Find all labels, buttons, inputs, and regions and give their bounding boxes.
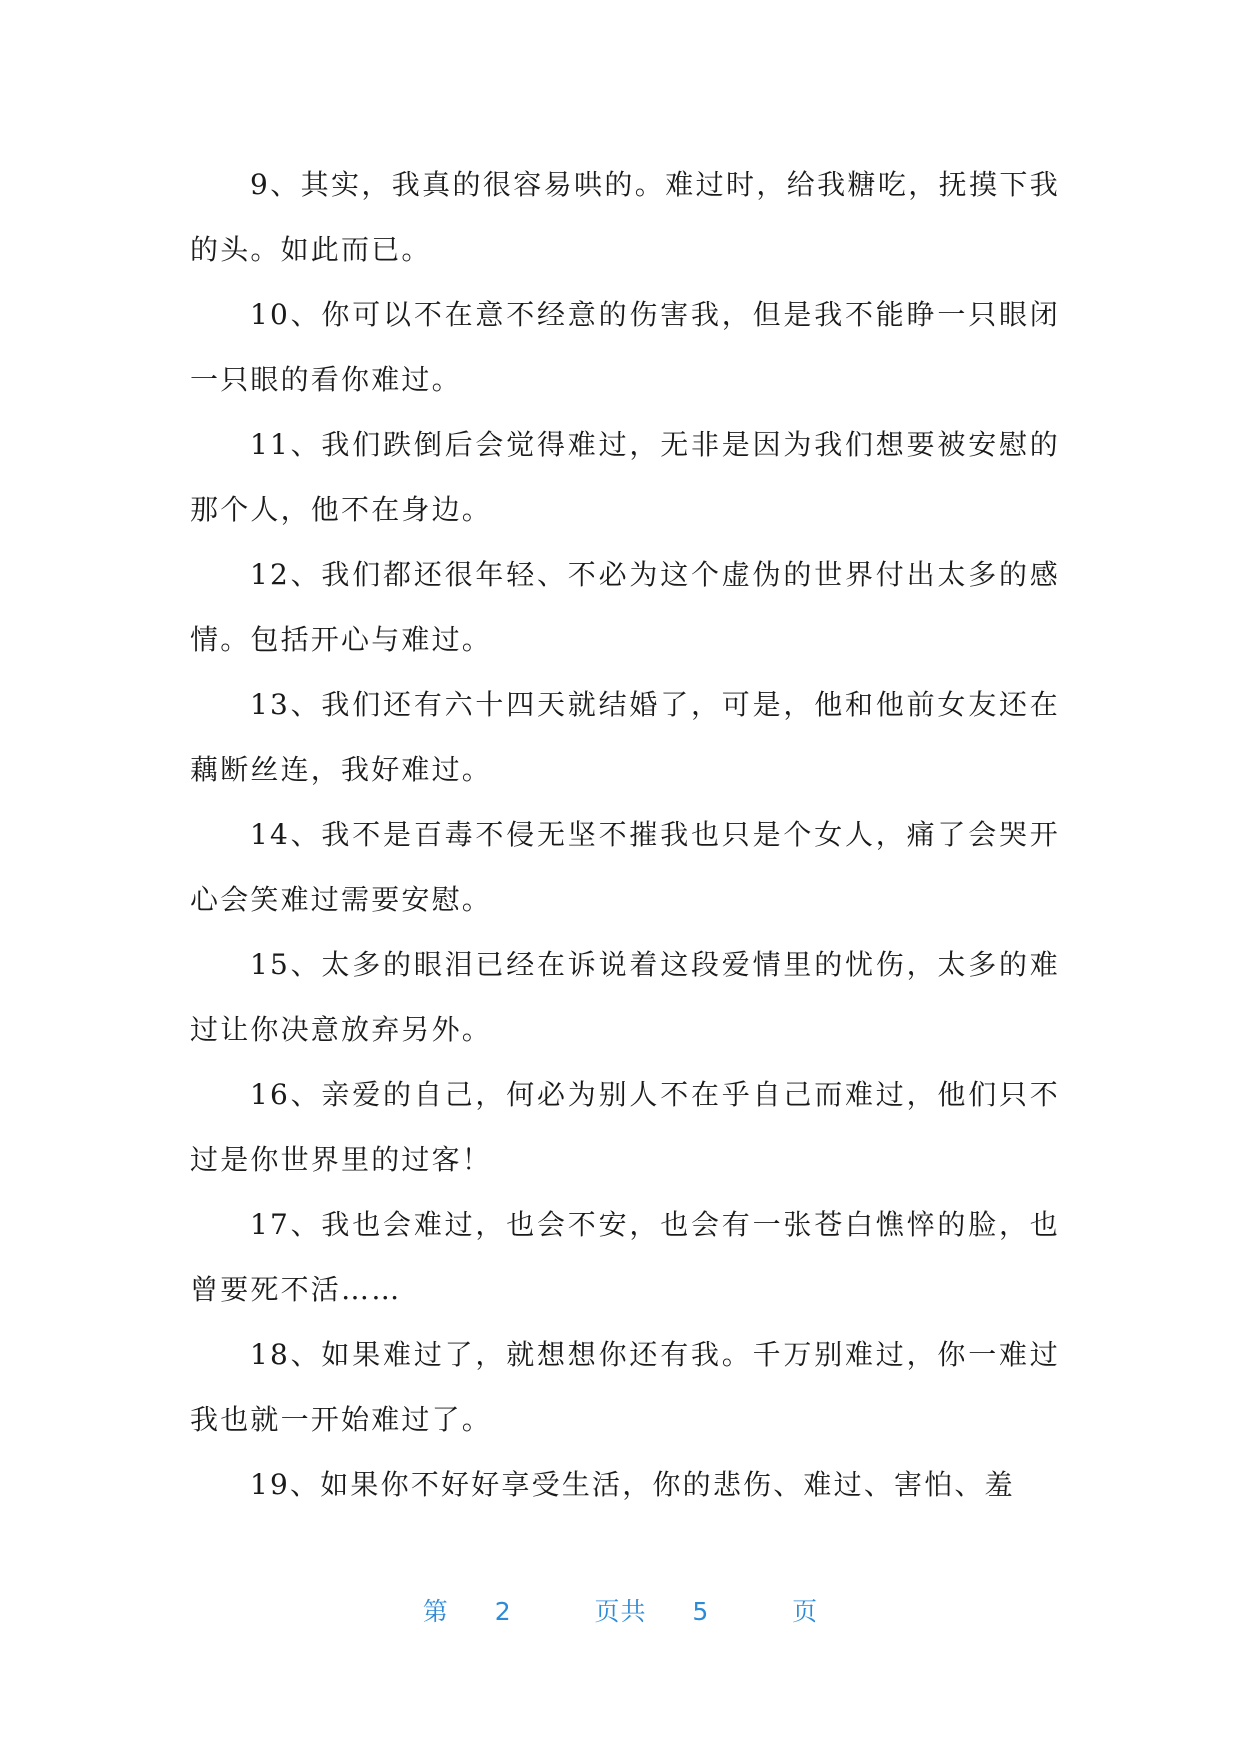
page-footer xyxy=(0,1592,1241,1628)
page-body xyxy=(190,152,1060,1517)
paragraph-12: 12、我们都还很年轻、不必为这个虚伪的世界付出太多的感情。包括开心与难过。 xyxy=(190,558,1060,656)
paragraph-11: 11、我们跌倒后会觉得难过，无非是因为我们想要被安慰的那个人，他不在身边。 xyxy=(190,428,1060,526)
paragraph-9: 9、其实，我真的很容易哄的。难过时，给我糖吃，抚摸下我的头。如此而已。 xyxy=(190,168,1060,266)
paragraph-18: 18、如果难过了，就想想你还有我。千万别难过，你一难过我也就一开始难过了。 xyxy=(190,1338,1060,1436)
footer-prefix: 第 xyxy=(422,1597,449,1626)
footer-total-pages: 5 xyxy=(692,1597,710,1626)
paragraph-13: 13、我们还有六十四天就结婚了，可是，他和他前女友还在藕断丝连，我好难过。 xyxy=(190,688,1060,786)
footer-suffix: 页 xyxy=(792,1597,819,1626)
paragraph-14: 14、我不是百毒不侵无坚不摧我也只是个女人，痛了会哭开心会笑难过需要安慰。 xyxy=(190,818,1060,916)
footer-current-page: 2 xyxy=(494,1597,512,1626)
paragraph-10: 10、你可以不在意不经意的伤害我，但是我不能睁一只眼闭一只眼的看你难过。 xyxy=(190,298,1060,396)
footer-middle: 页共 xyxy=(594,1597,647,1626)
paragraph-17: 17、我也会难过，也会不安，也会有一张苍白憔悴的脸，也曾要死不活…… xyxy=(190,1208,1060,1306)
paragraph-19: 19、如果你不好好享受生活，你的悲伤、难过、害怕、羞 xyxy=(250,1468,1015,1501)
paragraph-16: 16、亲爱的自己，何必为别人不在乎自己而难过，他们只不过是你世界里的过客！ xyxy=(190,1078,1060,1176)
paragraph-15: 15、太多的眼泪已经在诉说着这段爱情里的忧伤，太多的难过让你决意放弃另外。 xyxy=(190,948,1060,1046)
